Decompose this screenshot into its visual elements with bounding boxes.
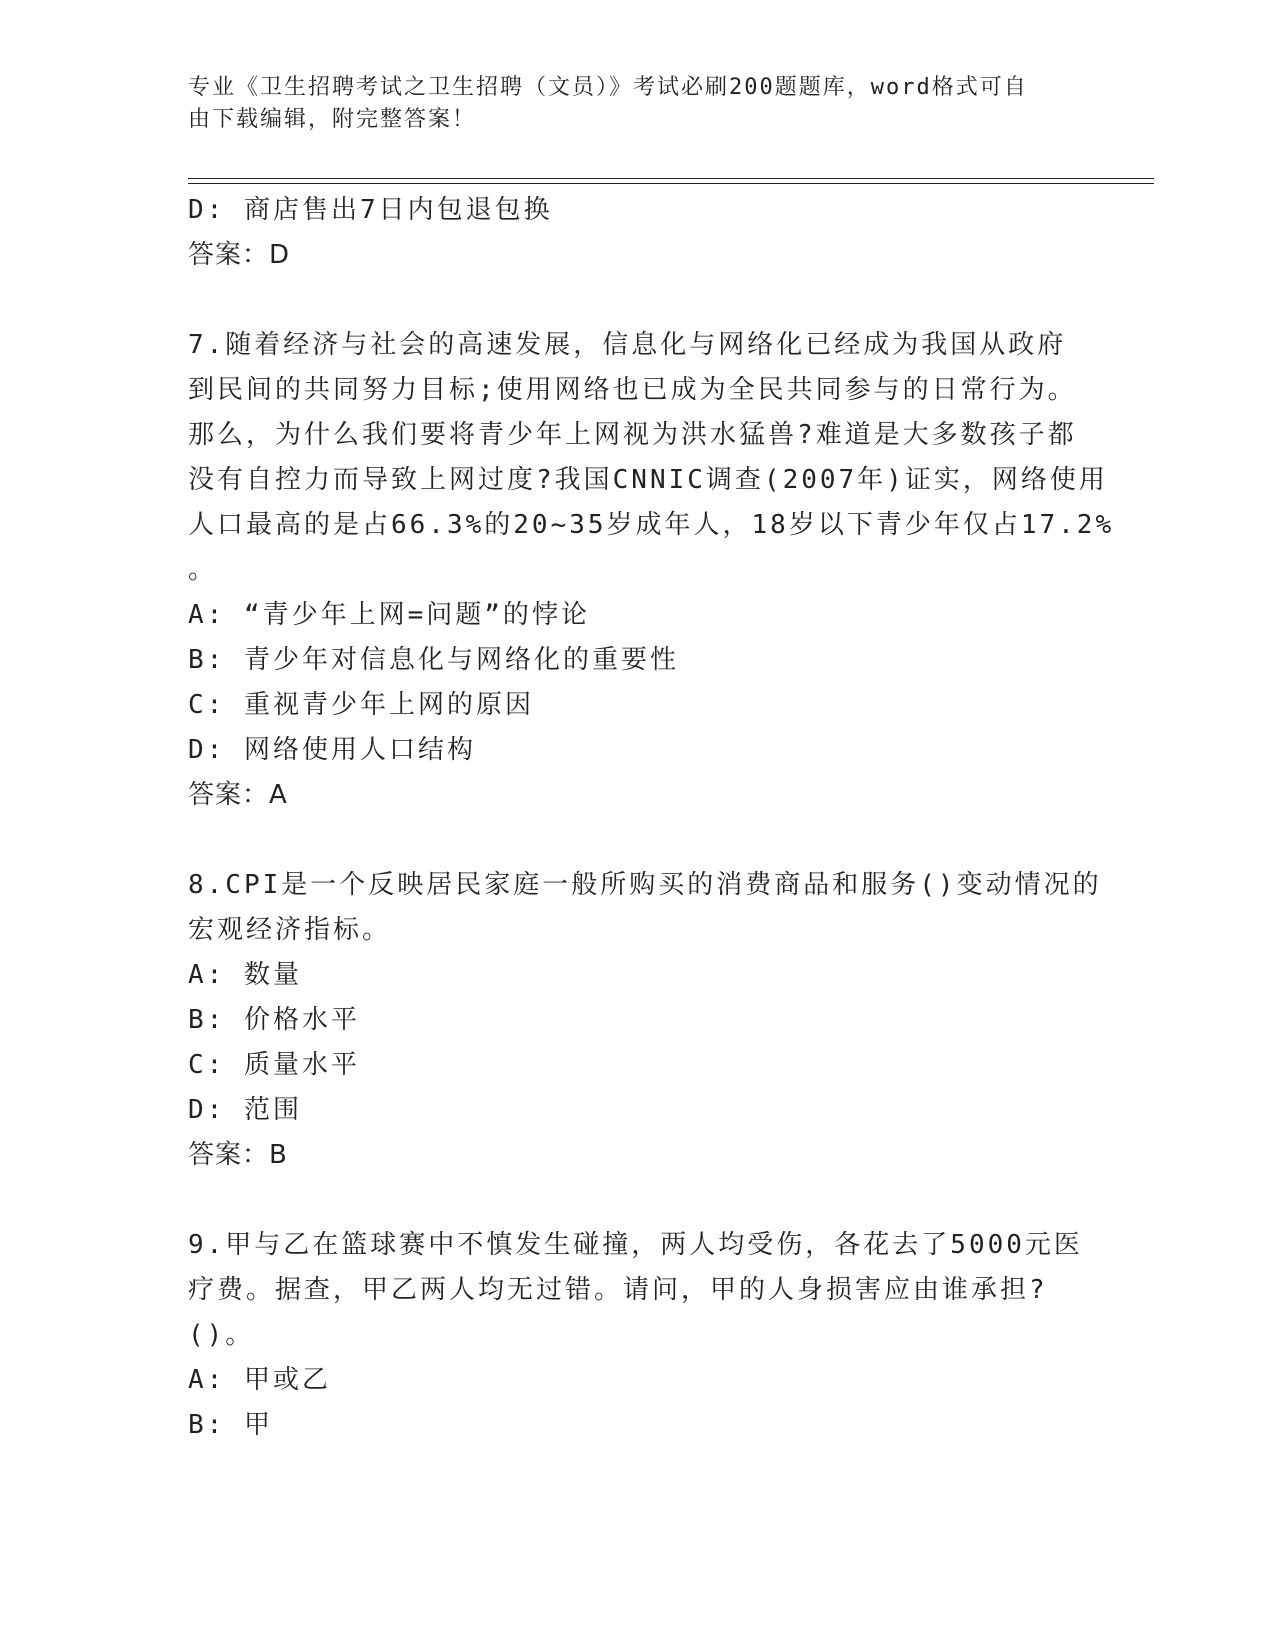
question-7-option-b: B: 青少年对信息化与网络化的重要性 xyxy=(188,645,679,675)
question-7-stem xyxy=(188,323,1115,593)
question-9-option-b: B: 甲 xyxy=(188,1410,273,1440)
question-7-answer: 答案：A xyxy=(188,780,288,810)
question-9-stem-line: 9.甲与乙在篮球赛中不慎发生碰撞，两人均受伤，各花去了5000元医 xyxy=(188,1230,1083,1260)
document-header xyxy=(188,72,1068,136)
question-8-option-b: B: 价格水平 xyxy=(188,1005,360,1035)
question-8-option-a: A: 数量 xyxy=(188,960,302,990)
question-7-stem-line: 到民间的共同努力目标;使用网络也已成为全民共同参与的日常行为。 xyxy=(188,375,1077,405)
question-7-stem-line: 没有自控力而导致上网过度?我国CNNIC调查(2007年)证实，网络使用 xyxy=(188,465,1108,495)
question-9-stem xyxy=(188,1223,1088,1358)
question-7-option-c: C: 重视青少年上网的原因 xyxy=(188,690,534,720)
prev-option-d: D: 商店售出7日内包退包换 xyxy=(188,195,553,225)
question-8-option-c: C: 质量水平 xyxy=(188,1050,360,1080)
header-line-1: 专业《卫生招聘考试之卫生招聘（文员）》考试必刷200题题库，word格式可自 xyxy=(188,75,1028,100)
question-7-option-a: A: “青少年上网=问题”的悖论 xyxy=(188,600,590,630)
question-7-option-d: D: 网络使用人口结构 xyxy=(188,735,476,765)
question-8-stem xyxy=(188,863,1102,953)
question-7-stem-line: 那么，为什么我们要将青少年上网视为洪水猛兽?难道是大多数孩子都 xyxy=(188,420,1077,450)
question-body xyxy=(188,188,1115,1448)
header-rule-top xyxy=(188,178,1154,179)
question-7-stem-line: 7.随着经济与社会的高速发展，信息化与网络化已经成为我国从政府 xyxy=(188,330,1067,360)
prev-answer: 答案：D xyxy=(188,240,291,270)
question-7-stem-line: 人口最高的是占66.3%的20~35岁成年人，18岁以下青少年仅占17.2% xyxy=(188,510,1115,540)
question-7-stem-line: 。 xyxy=(188,555,218,585)
spacer xyxy=(188,818,1088,863)
header-line-2: 由下载编辑，附完整答案！ xyxy=(188,107,477,132)
question-9-stem-line: 疗费。据查，甲乙两人均无过错。请问，甲的人身损害应由谁承担? xyxy=(188,1275,1048,1305)
spacer xyxy=(188,1178,1088,1223)
question-8-stem-line: 8.CPI是一个反映居民家庭一般所购买的消费商品和服务()变动情况的 xyxy=(188,870,1102,900)
question-8-answer: 答案：B xyxy=(188,1140,288,1170)
header-rule-bottom xyxy=(188,183,1154,184)
question-8-stem-line: 宏观经济指标。 xyxy=(188,915,392,945)
question-9-stem-line: ()。 xyxy=(188,1320,255,1350)
question-9-option-a: A: 甲或乙 xyxy=(188,1365,331,1395)
question-8-option-d: D: 范围 xyxy=(188,1095,302,1125)
spacer xyxy=(188,278,1088,323)
